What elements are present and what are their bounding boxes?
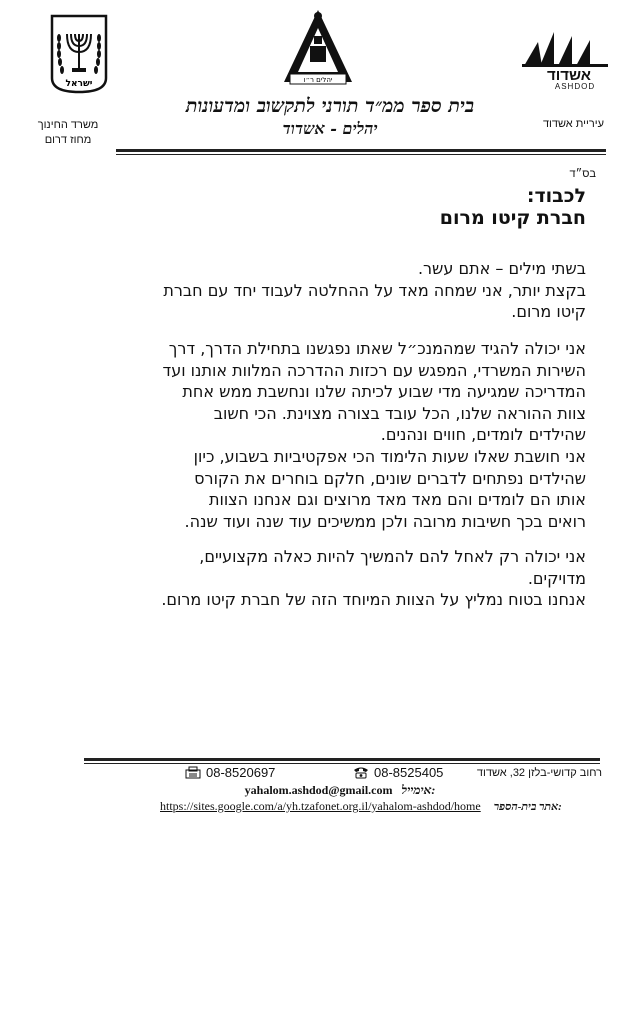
school-address: רחוב קדושי-בלזן 32, אשדוד [476,767,602,779]
header-divider [116,149,606,152]
letter-line: שהילדים נפתחים לדברים שונים, חלקם בוחרים את הקורס [194,468,586,488]
state-emblem-icon [48,14,110,94]
fax-number [184,765,275,780]
letter-line: צוות ההוראה שלנו, הכל עובד בצורה מצוינת. הכי חשוב [213,403,586,423]
letter-line: קיטו מרום. [511,302,586,322]
header-divider-thin [116,154,606,155]
footer-divider-thin [84,763,600,764]
email-row [190,783,490,798]
letter-line: אנחנו בטוח נמליץ על הצוות המיוחד הזה של חברת קיטו מרום. [161,590,586,610]
bsd-mark: בס״ד [569,168,596,180]
letter-line: אני חושבת שאלו שעות הלימוד הכי אפקטיביות בשבוע, כיון [193,446,586,466]
letter-line: אני יכולה רק לאחל להם להמשיך להיות כאלה מקצועיים, [199,547,586,566]
school-name: בית ספר ממ״ד תורני לתקשוב ומדעונות [185,95,475,117]
emblem-text: ישראל [65,79,93,89]
fax-icon [184,766,202,779]
letter-line: מדויקים. [527,568,586,588]
city-logo-name: אשדוד [547,67,591,84]
fax-value: 08-8520697 [206,765,276,780]
letter-line: אותו הם לומדים והם מאד מאד מרוצים וגם אנחנו הצוות [208,490,586,510]
website-label: אתר בית-הספר: [493,801,562,813]
letter-line: שהילדים לומדים, חווים ונהנים. [380,425,586,445]
letter-line: השירות המשרדי, המפגש עם רכזות ההדרכה המלוות אותנו ועד [162,360,586,380]
letter-paragraph-1 [116,258,586,323]
school-city: יהלים - אשדוד [282,119,378,138]
letter-line: בקצת יותר, אני שמחה מאד על ההחלטה לעבוד יחד עם חברת [163,280,586,300]
letter-line: רואים בכך חשיבות מרובה ולכן ממשיכים עוד שנה ועוד שנה. [184,511,586,531]
footer-divider [84,758,600,761]
school-logo-text: יהלים ר״ו [303,76,333,84]
website-row [160,799,580,814]
letter-paragraph-3 [116,546,586,611]
municipality-label: עיריית אשדוד [542,118,604,130]
recipient-name: חברת קיטו מרום [439,207,586,229]
letter-paragraph-2 [116,338,586,532]
letter-line: בשתי מילים – אתם עשר. [417,259,586,278]
email-link[interactable]: yahalom.ashdod@gmail.com [244,783,393,797]
school-logo-icon [280,6,356,88]
ministry-label [22,118,114,148]
phone-value: 08-8525405 [374,765,444,780]
ministry-line-2: מחוז דרום [44,134,92,146]
city-logo-name-en: ASHDOD [554,82,596,91]
website-link[interactable]: https://sites.google.com/a/yh.tzafonet.org.il/yahalom-ashdod/home [160,799,481,813]
ministry-line-1: משרד החינוך [37,119,99,131]
letter-line: המדריכה שמגיעה מדי שבוע לכיתה שלנו ונחשבת ממש אחת [182,382,586,402]
phone-icon [352,766,370,779]
phone-number [352,765,443,780]
recipient-label: לכבוד: [526,185,586,207]
letter-line: אני יכולה להגיד שמהמנכ״ל שאתו נפגשנו בתחילת הדרך, דרך [168,339,586,358]
email-label: אימייל: [401,783,436,797]
